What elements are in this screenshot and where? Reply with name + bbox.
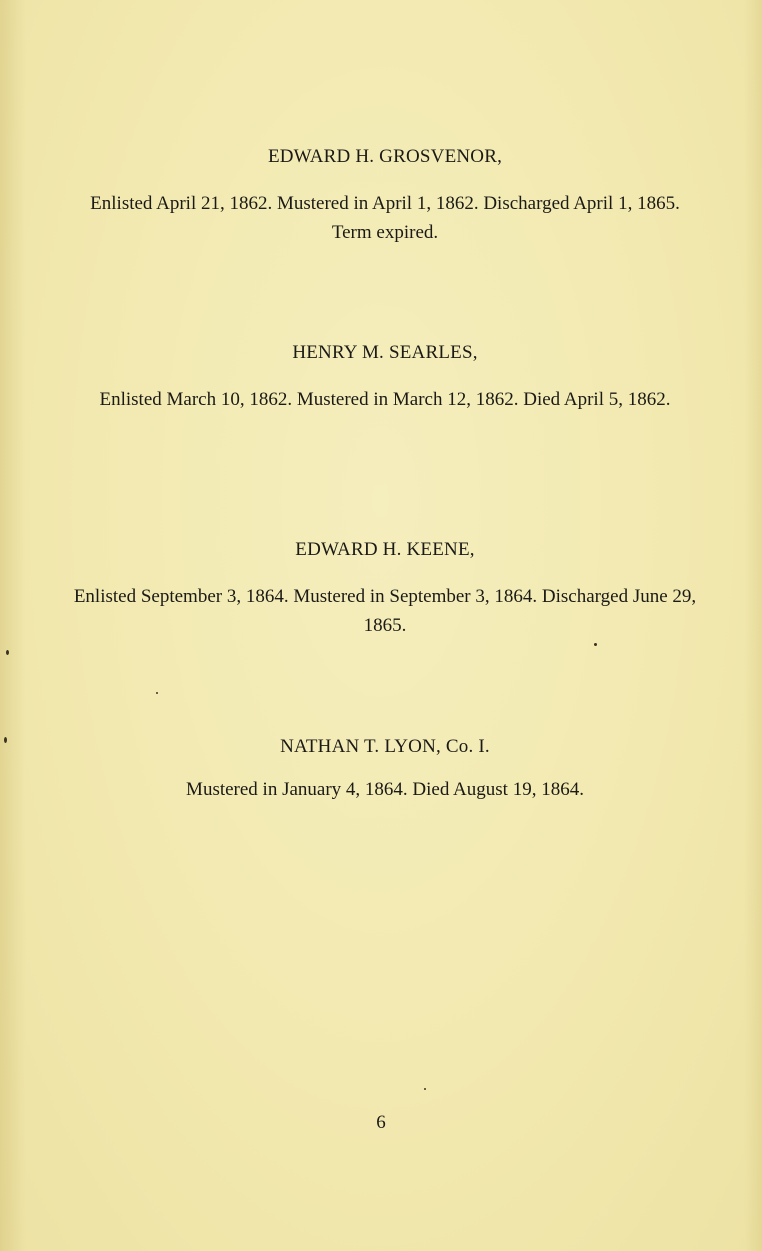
paper-speck — [4, 737, 7, 743]
entry-name: EDWARD H. GROSVENOR, — [267, 146, 503, 167]
paper-speck — [6, 650, 9, 655]
entry-name: NATHAN T. LYON, Co. I. — [280, 736, 490, 757]
page-number: 6 — [376, 1112, 386, 1133]
entry-name: HENRY M. SEARLES, — [292, 342, 478, 363]
entry-searles — [60, 341, 710, 414]
entry-detail: Enlisted March 10, 1862. Mustered in March 12, 1862. Died April 5, 1862. — [99, 389, 671, 410]
entry-lyon — [60, 735, 710, 804]
entry-keene — [60, 538, 710, 640]
entry-grosvenor — [60, 145, 710, 247]
paper-speck — [594, 643, 597, 646]
entry-detail: Enlisted April 21, 1862. Mustered in April 1, 1862. Discharged April 1, 1865. Term expired. — [90, 193, 680, 243]
entry-detail: Mustered in January 4, 1864. Died August 19, 1864. — [186, 779, 584, 800]
paper-speck — [156, 692, 158, 694]
entry-detail: Enlisted September 3, 1864. Mustered in September 3, 1864. Discharged June 29, 1865. — [73, 586, 697, 636]
paper-speck — [424, 1088, 426, 1090]
entry-name: EDWARD H. KEENE, — [295, 539, 475, 560]
